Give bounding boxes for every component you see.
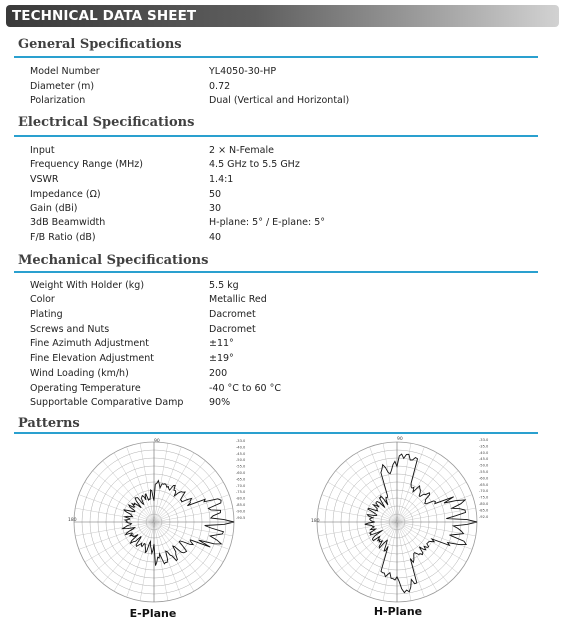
scale-label: -70.0 <box>479 489 489 494</box>
spec-value: 200 <box>209 368 228 379</box>
section-rule <box>14 56 538 58</box>
document-title: TECHNICAL DATA SHEET <box>12 8 197 24</box>
spec-value: Metallic Red <box>209 294 267 305</box>
spec-row <box>0 338 569 352</box>
scale-label: -80.0 <box>479 502 489 506</box>
spec-value: 90% <box>209 397 231 408</box>
section-rule <box>14 271 538 273</box>
spec-key: VSWR <box>30 174 59 185</box>
section-title-general: General Specifications <box>18 37 182 52</box>
spec-row <box>0 368 569 382</box>
spec-key: 3dB Beamwidth <box>30 217 106 228</box>
spec-row <box>0 159 569 173</box>
spec-row <box>0 203 569 217</box>
scale-label: -40.0 <box>479 450 489 455</box>
spec-key: Model Number <box>30 66 100 77</box>
h-plane-label: H-Plane <box>373 605 423 618</box>
section-rule <box>14 135 538 137</box>
spec-row <box>0 81 569 95</box>
axis-label-left: 180 <box>68 518 77 523</box>
section-title-electrical: Electrical Specifications <box>18 115 195 130</box>
spec-key: Screws and Nuts <box>30 324 110 335</box>
axis-label-top: 90 <box>154 439 160 444</box>
section-title-patterns: Patterns <box>18 416 80 431</box>
scale-label: -92.0 <box>479 514 489 519</box>
spec-key: Frequency Range (MHz) <box>30 159 143 170</box>
scale-label: -50.0 <box>479 463 489 468</box>
spec-row <box>0 66 569 80</box>
spec-key: Supportable Comparative Damp <box>30 397 184 408</box>
scale-label: -90.5 <box>236 515 246 520</box>
spec-value: ±19° <box>209 353 234 364</box>
axis-label-left: 180 <box>311 519 320 524</box>
e-plane-label: E-Plane <box>129 607 177 620</box>
spec-row <box>0 189 569 203</box>
spec-key: Operating Temperature <box>30 383 141 394</box>
spec-row <box>0 353 569 367</box>
scale-label: -90.0 <box>236 509 246 514</box>
scale-label: -85.0 <box>236 503 246 507</box>
title-bar <box>6 5 559 27</box>
spec-value: 2 × N-Female <box>209 145 274 156</box>
spec-key: Fine Azimuth Adjustment <box>30 338 150 349</box>
scale-label: -75.0 <box>479 495 489 500</box>
scale-label: -65.0 <box>479 482 489 487</box>
polar-grid <box>74 442 234 602</box>
spec-row <box>0 309 569 323</box>
scale-label: -45.0 <box>479 457 489 462</box>
spec-value: 1.4:1 <box>209 174 234 185</box>
spec-value: 50 <box>209 189 222 200</box>
axis-label-top: 90 <box>397 437 403 442</box>
scale-label: -85.0 <box>479 508 489 513</box>
spec-key: Fine Elevation Adjustment <box>30 353 154 364</box>
spec-row <box>0 397 569 411</box>
spec-key: Gain (dBi) <box>30 203 78 214</box>
spec-value: 5.5 kg <box>209 280 239 291</box>
spec-key: Impedance (Ω) <box>30 189 101 200</box>
spec-row <box>0 232 569 246</box>
scale-label: -55.0 <box>479 470 489 474</box>
scale-label: -75.0 <box>236 490 246 495</box>
spec-value: -40 °C to 60 °C <box>209 383 281 394</box>
scale-label: -70.0 <box>236 483 246 488</box>
spec-row <box>0 174 569 188</box>
spec-value: 0.72 <box>209 81 231 92</box>
spec-row <box>0 95 569 109</box>
spec-key: Weight With Holder (kg) <box>30 280 145 291</box>
spec-row <box>0 280 569 294</box>
e-plane-polar-plot <box>66 436 266 608</box>
scale-label: -60.0 <box>479 476 489 481</box>
scale-label: -80.0 <box>236 496 246 501</box>
spec-value: ±11° <box>209 338 234 349</box>
spec-key: Diameter (m) <box>30 81 95 92</box>
spec-row <box>0 217 569 231</box>
spec-value: Dacromet <box>209 324 256 335</box>
spec-row <box>0 145 569 159</box>
spec-key: F/B Ratio (dB) <box>30 232 96 243</box>
scale-labels <box>479 438 489 519</box>
scale-label: -40.0 <box>236 445 246 450</box>
spec-row <box>0 383 569 397</box>
spec-value: H-plane: 5° / E-plane: 5° <box>209 217 325 228</box>
scale-label: -35.0 <box>479 444 489 449</box>
h-plane-polar-plot <box>309 434 509 606</box>
scale-label: -55.0 <box>236 464 246 469</box>
spec-key: Wind Loading (km/h) <box>30 368 129 379</box>
spec-value: Dual (Vertical and Horizontal) <box>209 95 350 106</box>
spec-key: Color <box>30 294 55 305</box>
scale-labels <box>236 439 246 520</box>
scale-label: -65.0 <box>236 477 246 482</box>
spec-row <box>0 294 569 308</box>
scale-label: -60.0 <box>236 471 246 475</box>
spec-row <box>0 324 569 338</box>
spec-value: 4.5 GHz to 5.5 GHz <box>209 159 300 170</box>
spec-value: 30 <box>209 203 222 214</box>
spec-value: Dacromet <box>209 309 256 320</box>
scale-label: -33.0 <box>479 438 489 442</box>
spec-key: Polarization <box>30 95 86 106</box>
spec-key: Input <box>30 145 55 156</box>
spec-key: Plating <box>30 309 63 320</box>
scale-label: -50.0 <box>236 458 246 463</box>
scale-label: -33.0 <box>236 439 246 443</box>
scale-label: -45.0 <box>236 451 246 456</box>
spec-value: YL4050-30-HP <box>209 66 277 77</box>
section-title-mechanical: Mechanical Specifications <box>18 253 209 268</box>
spec-value: 40 <box>209 232 222 243</box>
